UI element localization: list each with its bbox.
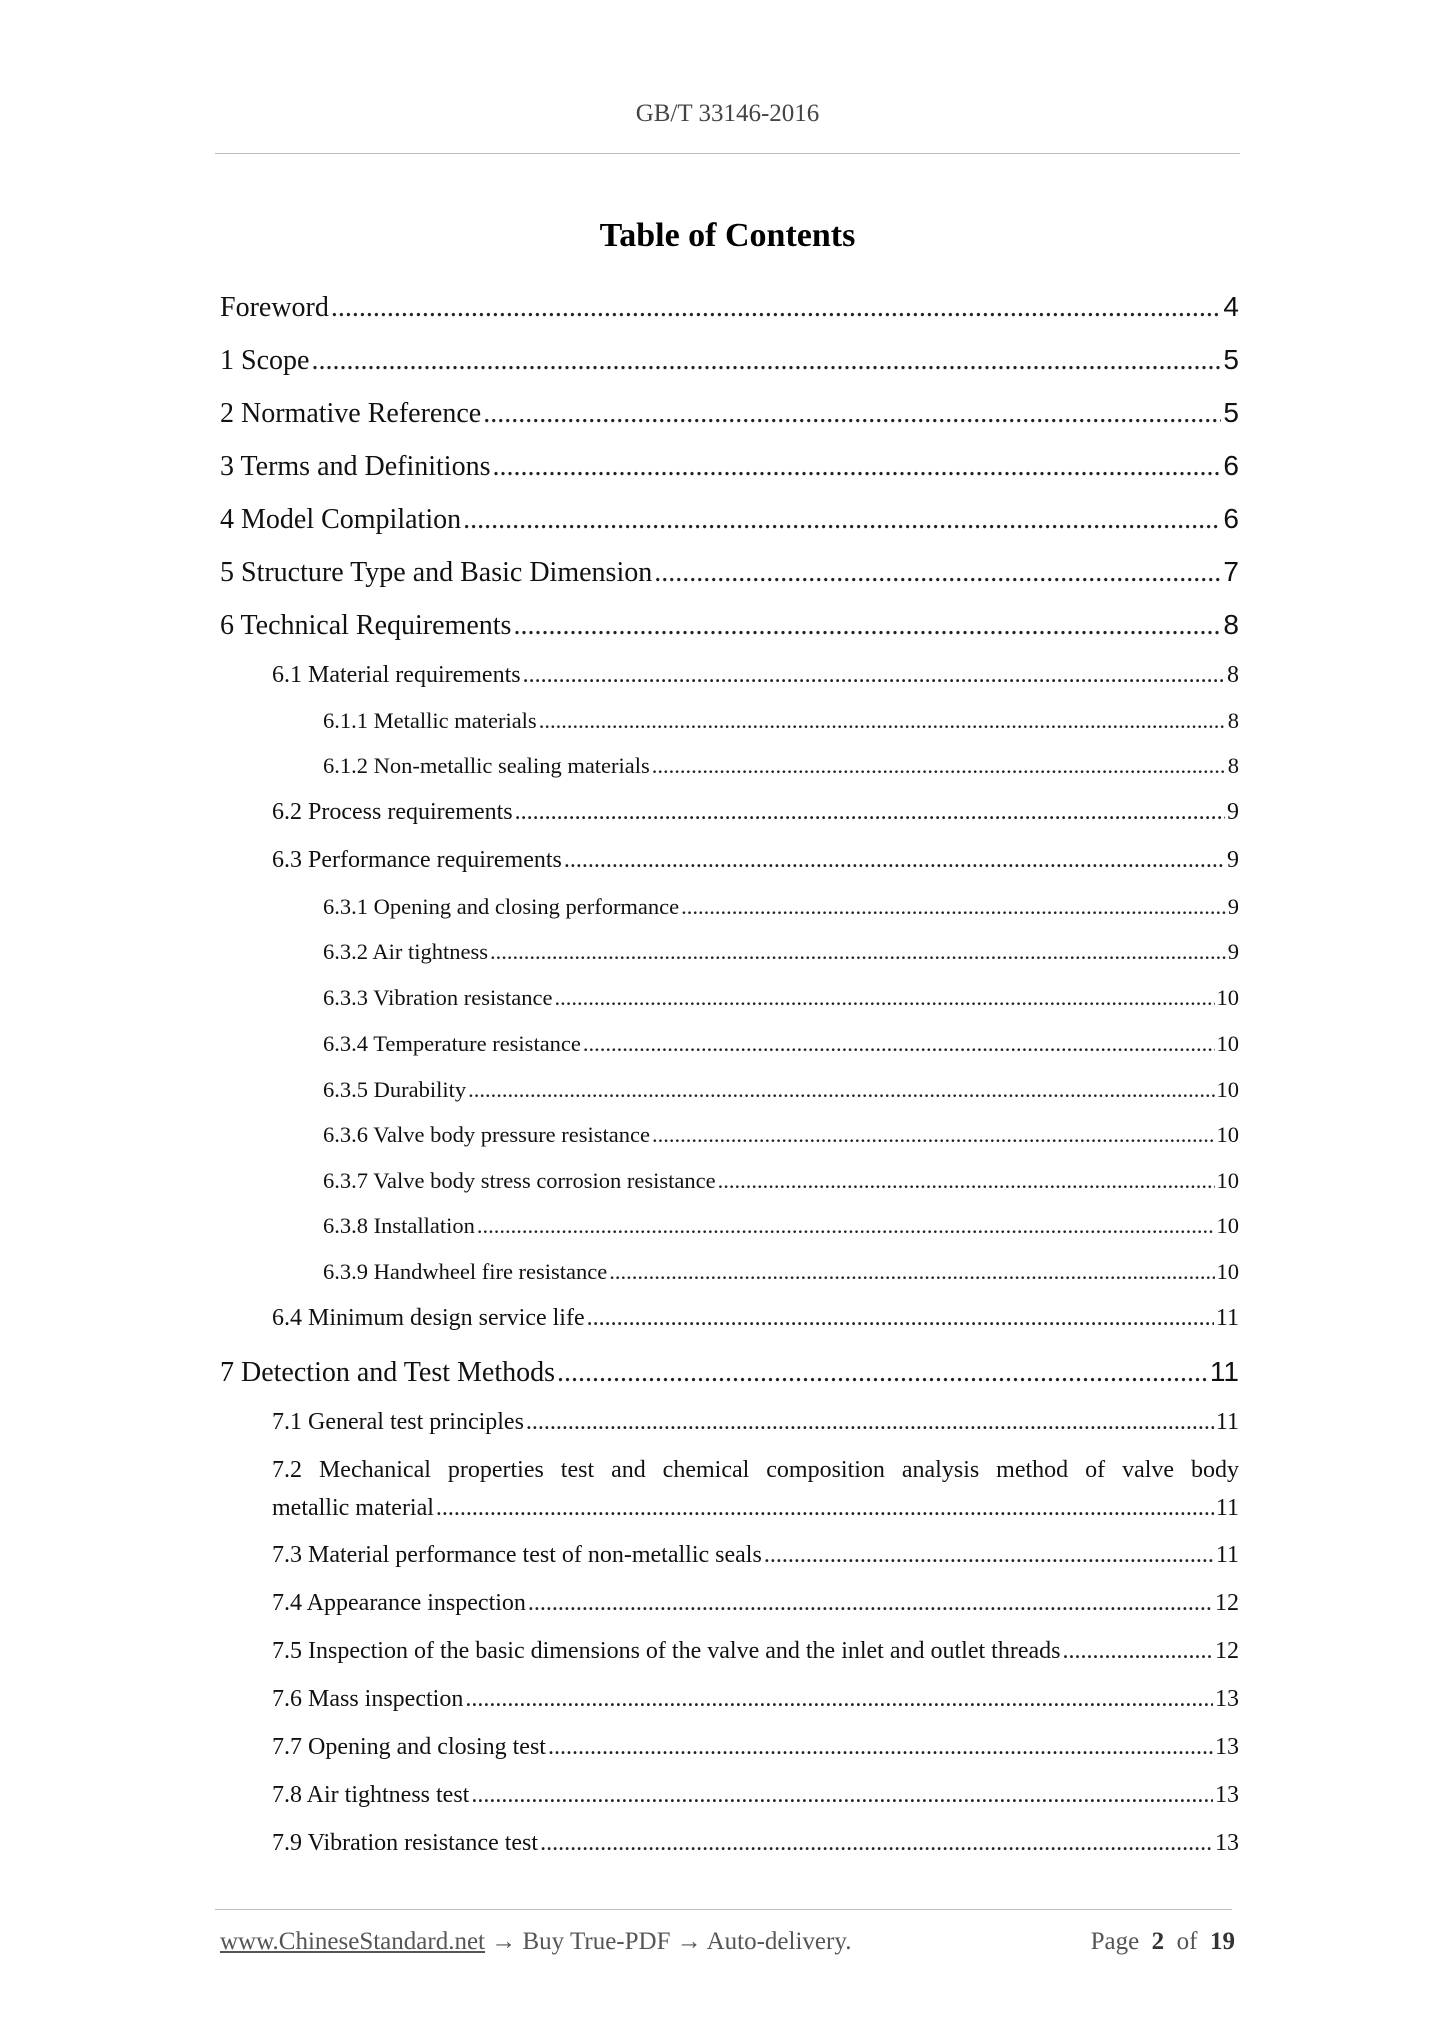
toc-entry-7-2[interactable] (272, 1457, 1239, 1484)
toc-entry-page: 7 (1223, 556, 1239, 587)
toc-entry-normative-reference[interactable] (220, 397, 1239, 430)
toc-entry-label: 6.3.9 Handwheel fire resistance (323, 1259, 608, 1284)
dot-leader (564, 847, 1225, 874)
toc-entry-page: 10 (1216, 985, 1239, 1010)
toc-entry-6-3-4[interactable] (323, 1031, 1239, 1057)
dot-leader (652, 1122, 1215, 1148)
toc-entry-6-3-7[interactable] (323, 1168, 1239, 1194)
toc-entry-label: 2 Normative Reference (220, 398, 482, 429)
toc-entry-page: 8 (1223, 609, 1239, 640)
toc-entry-label: 6.3.8 Installation (323, 1213, 475, 1238)
toc-entry-foreword[interactable] (220, 291, 1239, 324)
toc-entry-6-3-6[interactable] (323, 1122, 1239, 1148)
toc-entry-6-3-2[interactable] (323, 939, 1239, 965)
toc-entry-page: 12 (1215, 1638, 1239, 1664)
toc-entry-label: 7.7 Opening and closing test (272, 1734, 546, 1760)
dot-leader (515, 799, 1225, 826)
dot-leader (540, 1830, 1213, 1857)
toc-entry-6-3-3[interactable] (323, 985, 1239, 1011)
dot-leader (483, 398, 1221, 430)
toc-entry-6-4[interactable] (272, 1305, 1239, 1332)
toc-entry-label: 6.1 Material requirements (272, 662, 521, 688)
toc-entry-label: 6.3.2 Air tightness (323, 939, 489, 964)
footer-site-link[interactable]: www.ChineseStandard.net (220, 1928, 485, 1955)
toc-entry-page: 13 (1215, 1686, 1239, 1712)
dot-leader (528, 1590, 1213, 1617)
toc-entry-scope[interactable] (220, 344, 1239, 377)
toc-entry-label: 6.4 Minimum design service life (272, 1305, 585, 1331)
toc-entry-label: 7.3 Material performance test of non-metallic seals (272, 1542, 762, 1568)
dot-leader (652, 753, 1226, 779)
of-word: of (1176, 1928, 1198, 1955)
footer-promo (220, 1928, 851, 1956)
dot-leader (526, 1409, 1214, 1436)
dot-leader (539, 708, 1226, 734)
toc-entry-label: 6.3.7 Valve body stress corrosion resistance (323, 1168, 716, 1193)
toc-entry-7-9[interactable] (272, 1830, 1239, 1857)
page-word: Page (1090, 1928, 1140, 1955)
toc-entry-label: 6.2 Process requirements (272, 799, 513, 825)
arrow-right-icon: → (491, 1928, 517, 1955)
toc-entry-label: 6.1.2 Non-metallic sealing materials (323, 753, 650, 778)
toc-entry-page: 12 (1215, 1590, 1239, 1616)
dot-leader (477, 1213, 1215, 1239)
footer-buy-text: Buy True-PDF (522, 1928, 671, 1955)
toc-entry-page: 10 (1216, 1077, 1239, 1102)
toc-entry-label: 6.1.1 Metallic materials (323, 708, 537, 733)
toc-entry-7-8[interactable] (272, 1782, 1239, 1809)
toc-entry-label: 6 Technical Requirements (220, 610, 512, 641)
dot-leader (554, 985, 1214, 1011)
toc-entry-page: 6 (1223, 503, 1239, 534)
toc-entry-page: 5 (1223, 344, 1239, 375)
dot-leader (492, 451, 1221, 483)
toc-entry-label: 6.3.6 Valve body pressure resistance (323, 1122, 650, 1147)
toc-entry-label: metallic material (272, 1495, 434, 1521)
toc-entry-page: 11 (1215, 1542, 1239, 1568)
footer-delivery-text: Auto-delivery. (706, 1928, 852, 1955)
dot-leader (331, 292, 1222, 324)
toc-entry-label-line1: 7.2 Mechanical properties test and chemical composition analysis method of valve body (272, 1457, 1239, 1483)
page-title: Table of Contents (599, 217, 856, 254)
dot-leader (513, 610, 1221, 642)
dot-leader (587, 1305, 1214, 1332)
toc-entry-label: 7.1 General test principles (272, 1409, 524, 1435)
toc-entry-label: 7.6 Mass inspection (272, 1686, 464, 1712)
dot-leader (523, 662, 1225, 689)
toc-entry-page: 11 (1209, 1356, 1239, 1387)
toc-entry-label: Foreword (220, 292, 329, 323)
toc-entry-6-1-1[interactable] (323, 708, 1239, 734)
toc-entry-7-4[interactable] (272, 1590, 1239, 1617)
dot-leader (557, 1357, 1208, 1389)
toc-entry-page: 9 (1227, 799, 1239, 825)
toc-entry-page: 5 (1223, 397, 1239, 428)
dot-leader (436, 1495, 1214, 1522)
toc-entry-detection-test-methods[interactable] (220, 1356, 1239, 1389)
dot-leader (463, 504, 1221, 536)
dot-leader (468, 1077, 1214, 1103)
toc-entry-6-3-5[interactable] (323, 1077, 1239, 1103)
toc-entry-6-3[interactable] (272, 847, 1239, 874)
toc-entry-7-5[interactable] (272, 1638, 1239, 1665)
toc-entry-label: 6.3.5 Durability (323, 1077, 467, 1102)
toc-entry-label: 3 Terms and Definitions (220, 451, 491, 482)
total-page-number: 19 (1210, 1928, 1235, 1955)
toc-entry-page: 10 (1216, 1031, 1239, 1056)
toc-entry-page: 10 (1216, 1213, 1239, 1238)
dot-leader (583, 1031, 1215, 1057)
toc-entry-label: 7.8 Air tightness test (272, 1782, 470, 1808)
toc-entry-6-1[interactable] (272, 662, 1239, 689)
toc-entry-structure-type[interactable] (220, 556, 1239, 589)
toc-entry-page: 13 (1215, 1830, 1239, 1856)
dot-leader (311, 345, 1221, 377)
toc-entry-page: 9 (1227, 894, 1239, 919)
toc-entry-label: 4 Model Compilation (220, 504, 462, 535)
toc-entry-page: 10 (1216, 1168, 1239, 1193)
toc-entry-label: 6.3.4 Temperature resistance (323, 1031, 581, 1056)
toc-entry-label: 6.3.1 Opening and closing performance (323, 894, 680, 919)
toc-entry-6-3-8[interactable] (323, 1213, 1239, 1239)
current-page-number: 2 (1151, 1928, 1165, 1955)
toc-entry-page: 10 (1216, 1259, 1239, 1284)
toc-entry-page: 9 (1227, 847, 1239, 873)
dot-leader (764, 1542, 1214, 1569)
toc-entry-7-1[interactable] (272, 1409, 1239, 1436)
toc-entry-page: 13 (1215, 1734, 1239, 1760)
dot-leader (718, 1168, 1215, 1194)
page-indicator (1091, 1928, 1235, 1956)
dot-leader (548, 1734, 1213, 1761)
toc-entry-7-3[interactable] (272, 1542, 1239, 1569)
dot-leader (1062, 1638, 1213, 1665)
toc-entry-label: 7 Detection and Test Methods (220, 1357, 556, 1388)
toc-entry-6-3-1[interactable] (323, 894, 1239, 920)
toc-entry-page: 4 (1223, 291, 1239, 322)
dot-leader (609, 1259, 1214, 1285)
toc-entry-page: 11 (1215, 1495, 1239, 1521)
toc-entry-label: 6.3.3 Vibration resistance (323, 985, 553, 1010)
footer-divider (215, 1909, 1232, 1910)
toc-entry-label: 6.3 Performance requirements (272, 847, 562, 873)
toc-entry-label: 7.9 Vibration resistance test (272, 1830, 539, 1856)
toc-entry-7-7[interactable] (272, 1734, 1239, 1761)
arrow-right-icon: → (676, 1928, 702, 1955)
dot-leader (465, 1686, 1213, 1713)
toc-entry-page: 8 (1227, 753, 1239, 778)
dot-leader (471, 1782, 1213, 1809)
dot-leader (654, 557, 1221, 589)
toc-entry-6-1-2[interactable] (323, 753, 1239, 779)
toc-entry-7-2-continued[interactable] (272, 1495, 1239, 1522)
header-divider (215, 153, 1240, 154)
toc-entry-6-2[interactable] (272, 799, 1239, 826)
document-id-header: GB/T 33146-2016 (635, 100, 820, 127)
toc-entry-7-6[interactable] (272, 1686, 1239, 1713)
toc-entry-technical-requirements[interactable] (220, 609, 1239, 642)
toc-entry-page: 9 (1227, 939, 1239, 964)
toc-entry-page: 10 (1216, 1122, 1239, 1147)
toc-entry-label: 7.4 Appearance inspection (272, 1590, 526, 1616)
toc-entry-6-3-9[interactable] (323, 1259, 1239, 1285)
toc-entry-page: 8 (1227, 662, 1239, 688)
dot-leader (490, 939, 1226, 965)
toc-entry-page: 11 (1215, 1409, 1239, 1435)
dot-leader (681, 894, 1226, 920)
toc-entry-terms-definitions[interactable] (220, 450, 1239, 483)
toc-entry-page: 13 (1215, 1782, 1239, 1808)
toc-entry-page: 11 (1215, 1305, 1239, 1331)
toc-entry-page: 8 (1227, 708, 1239, 733)
toc-entry-label: 7.5 Inspection of the basic dimensions of the valve and the inlet and outlet threads (272, 1638, 1061, 1664)
toc-entry-model-compilation[interactable] (220, 503, 1239, 536)
toc-entry-label: 1 Scope (220, 345, 310, 376)
toc-entry-label: 5 Structure Type and Basic Dimension (220, 557, 653, 588)
toc-entry-page: 6 (1223, 450, 1239, 481)
